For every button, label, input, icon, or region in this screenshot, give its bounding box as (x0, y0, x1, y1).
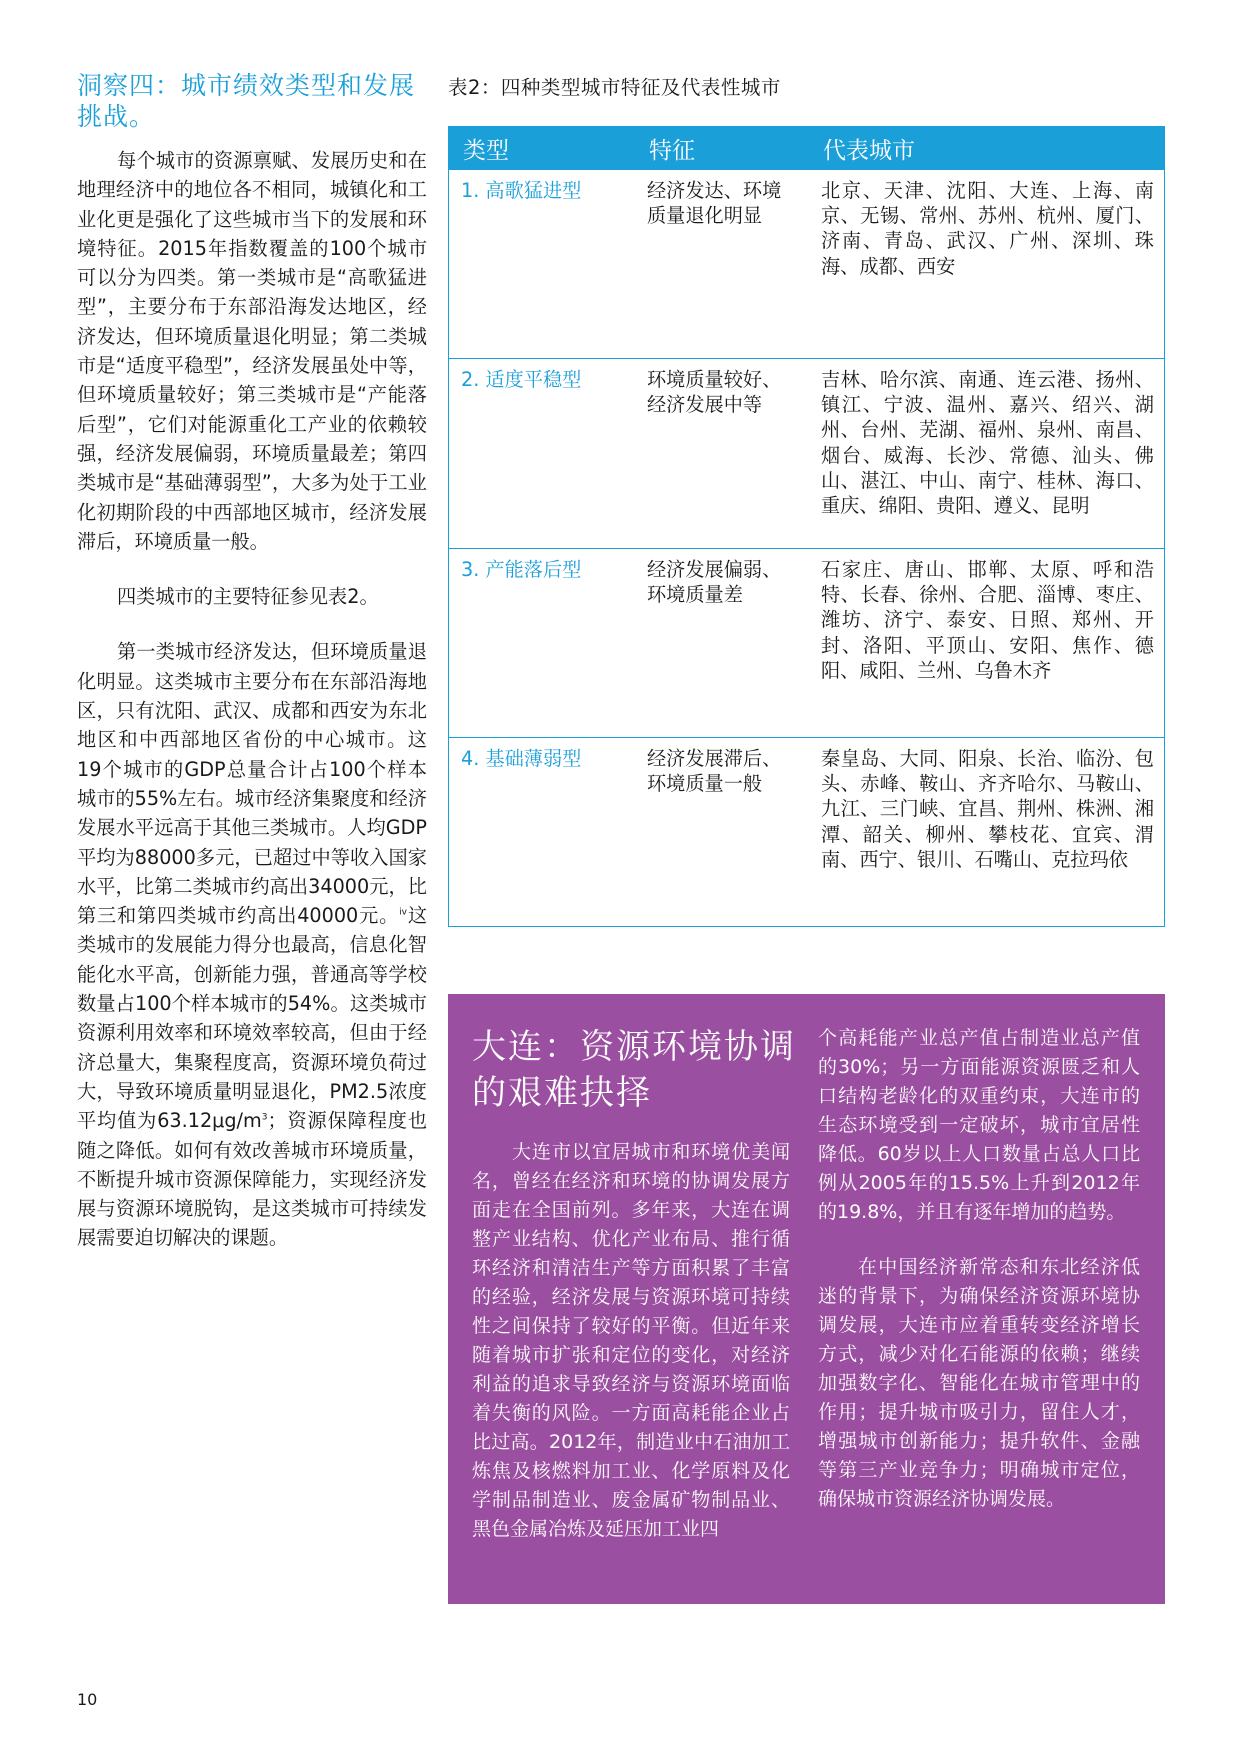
city-type-table (448, 126, 1165, 927)
dalian-paragraph-1: 大连市以宜居城市和环境优美闻名，曾经在经济和环境的协调发展方面走在全国前列。多年来，大连在调整产业结构、优化产业布局、推行循环经济和清洁生产等方面积累了丰富的经验，经济发展与资源环境可持续性之间保持了较好的平衡。但近年来随着城市扩张和定位的变化，对经济利益的追求导致经济与资源环境面临着失衡的风险。一方面高耗能企业占比过高。2012年，制造业中石油加工炼焦及核燃料加工业、化学原料及化学制品制造业、废金属矿物制品业、黑色金属冶炼及延压加工业四 (472, 1141, 790, 1540)
type-cell: 2. 适度平稳型 (449, 359, 636, 549)
table-title: 表2：四种类型城市特征及代表性城市 (448, 76, 781, 99)
paragraph-3-part-2: 这类城市的发展能力得分也最高，信息化智能化水平高，创新能力强，普通高等学校数量占100个样本城市的54%。这类城市资源利用效率和环境效率较高，但由于经济总量大，集聚程度高，资源环境负荷过大，导致环境质量明显退化，PM2.5浓度平均值为63.12μg/m (77, 904, 428, 1133)
type-cell: 3. 产能落后型 (449, 549, 636, 738)
table-row (449, 359, 1165, 549)
insight-paragraph-3 (77, 637, 427, 1252)
type-cell: 1. 高歌猛进型 (449, 170, 636, 359)
cities-cell: 北京、天津、沈阳、大连、上海、南京、无锡、常州、苏州、杭州、厦门、济南、青岛、武汉、广州、深圳、珠海、成都、西安 (809, 170, 1165, 359)
insight-paragraph-2: 四类城市的主要特征参见表2。 (117, 585, 379, 609)
feature-cell: 经济发达、环境质量退化明显 (635, 170, 809, 359)
paragraph-3-part-1: 第一类城市经济发达，但环境质量退化明显。这类城市主要分布在东部沿海地区，只有沈阳、武汉、成都和西安为东北地区和中西部地区省份的中心城市。这19个城市的GDP总量合计占100个样本城市的55%左右。城市经济集聚度和经济发展水平远高于其他三类城市。人均GDP平均为88000多元，已超过中等收入国家水平，比第二类城市约高出34000元，比第三和第四类城市约高出40000元。 (77, 640, 427, 928)
insight-heading: 洞察四：城市绩效类型和发展挑战。 (77, 71, 416, 131)
dalian-paragraph-3: 在中国经济新常态和东北经济低迷的背景下，为确保经济资源环境协调发展，大连市应着重转变经济增长方式，减少对化石能源的依赖；继续加强数字化、智能化在城市管理中的作用；提升城市吸引力，留住人才，增强城市创新能力；提升软件、金融等第三产业竞争力；明确城市定位，确保城市资源经济协调发展。 (818, 1256, 1140, 1510)
feature-cell: 经济发展偏弱、环境质量差 (635, 549, 809, 738)
dalian-case-box (448, 994, 1165, 1604)
header-feature: 特征 (635, 127, 809, 170)
unit-superscript: 3 (261, 1112, 268, 1123)
insight-section (77, 70, 427, 1279)
dalian-paragraph-2: 个高耗能产业总产值占制造业总产值的30%；另一方面能源资源匮乏和人口结构老龄化的双重约束，大连市的生态环境受到一定破坏，城市宜居性降低。60岁以上人口数量占总人口比例从2005年的15.5%上升到2012年的19.8%，并且有逐年增加的趋势。 (818, 1027, 1140, 1223)
cities-cell: 吉林、哈尔滨、南通、连云港、扬州、镇江、宁波、温州、嘉兴、绍兴、湖州、台州、芜湖、福州、泉州、南昌、烟台、威海、长沙、常德、汕头、佛山、湛江、中山、南宁、桂林、海口、重庆、绵阳、贵阳、遵义、昆明 (809, 359, 1165, 549)
header-type: 类型 (449, 127, 636, 170)
footnote-ref: iv (399, 907, 407, 918)
feature-cell: 经济发展滞后、环境质量一般 (635, 738, 809, 927)
table-row (449, 170, 1165, 359)
dalian-box-left-column (472, 1138, 790, 1570)
table-row (449, 738, 1165, 927)
table-row (449, 549, 1165, 738)
cities-cell: 石家庄、唐山、邯郸、太原、呼和浩特、长春、徐州、合肥、淄博、枣庄、潍坊、济宁、泰安、日照、郑州、开封、洛阳、平顶山、安阳、焦作、德阳、咸阳、兰州、乌鲁木齐 (809, 549, 1165, 738)
paragraph-3-part-3: ；资源保障程度也随之降低。如何有效改善城市环境质量，不断提升城市资源保障能力，实现经济发展与资源环境脱钩，是这类城市可持续发展需要迫切解决的课题。 (77, 1109, 428, 1250)
dalian-box-title: 大连：资源环境协调的艰难抉择 (472, 1027, 796, 1113)
header-cities: 代表城市 (809, 127, 1165, 170)
dalian-box-right-column (818, 1024, 1140, 1540)
insight-body (77, 146, 427, 1253)
page-number: 10 (77, 1690, 98, 1709)
insight-paragraph-1: 每个城市的资源禀赋、发展历史和在地理经济中的地位各不相同，城镇化和工业化更是强化了这些城市当下的发展和环境特征。2015年指数覆盖的100个城市可以分为四类。第一类城市是“高歌猛进型”，主要分布于东部沿海发达地区，经济发达，但环境质量退化明显；第二类城市是“适度平稳型”，经济发展虽处中等，但环境质量较好；第三类城市是“产能落后型”，它们对能源重化工产业的依赖较强，经济发展偏弱，环境质量最差；第四类城市是“基础薄弱型”，大多为处于工业化初期阶段的中西部地区城市，经济发展滞后，环境质量一般。 (77, 149, 427, 553)
table-header-row (449, 127, 1165, 170)
feature-cell: 环境质量较好、经济发展中等 (635, 359, 809, 549)
cities-cell: 秦皇岛、大同、阳泉、长治、临汾、包头、赤峰、鞍山、齐齐哈尔、马鞍山、九江、三门峡、宜昌、荆州、株洲、湘潭、韶关、柳州、攀枝花、宜宾、渭南、西宁、银川、石嘴山、克拉玛依 (809, 738, 1165, 927)
type-cell: 4. 基础薄弱型 (449, 738, 636, 927)
